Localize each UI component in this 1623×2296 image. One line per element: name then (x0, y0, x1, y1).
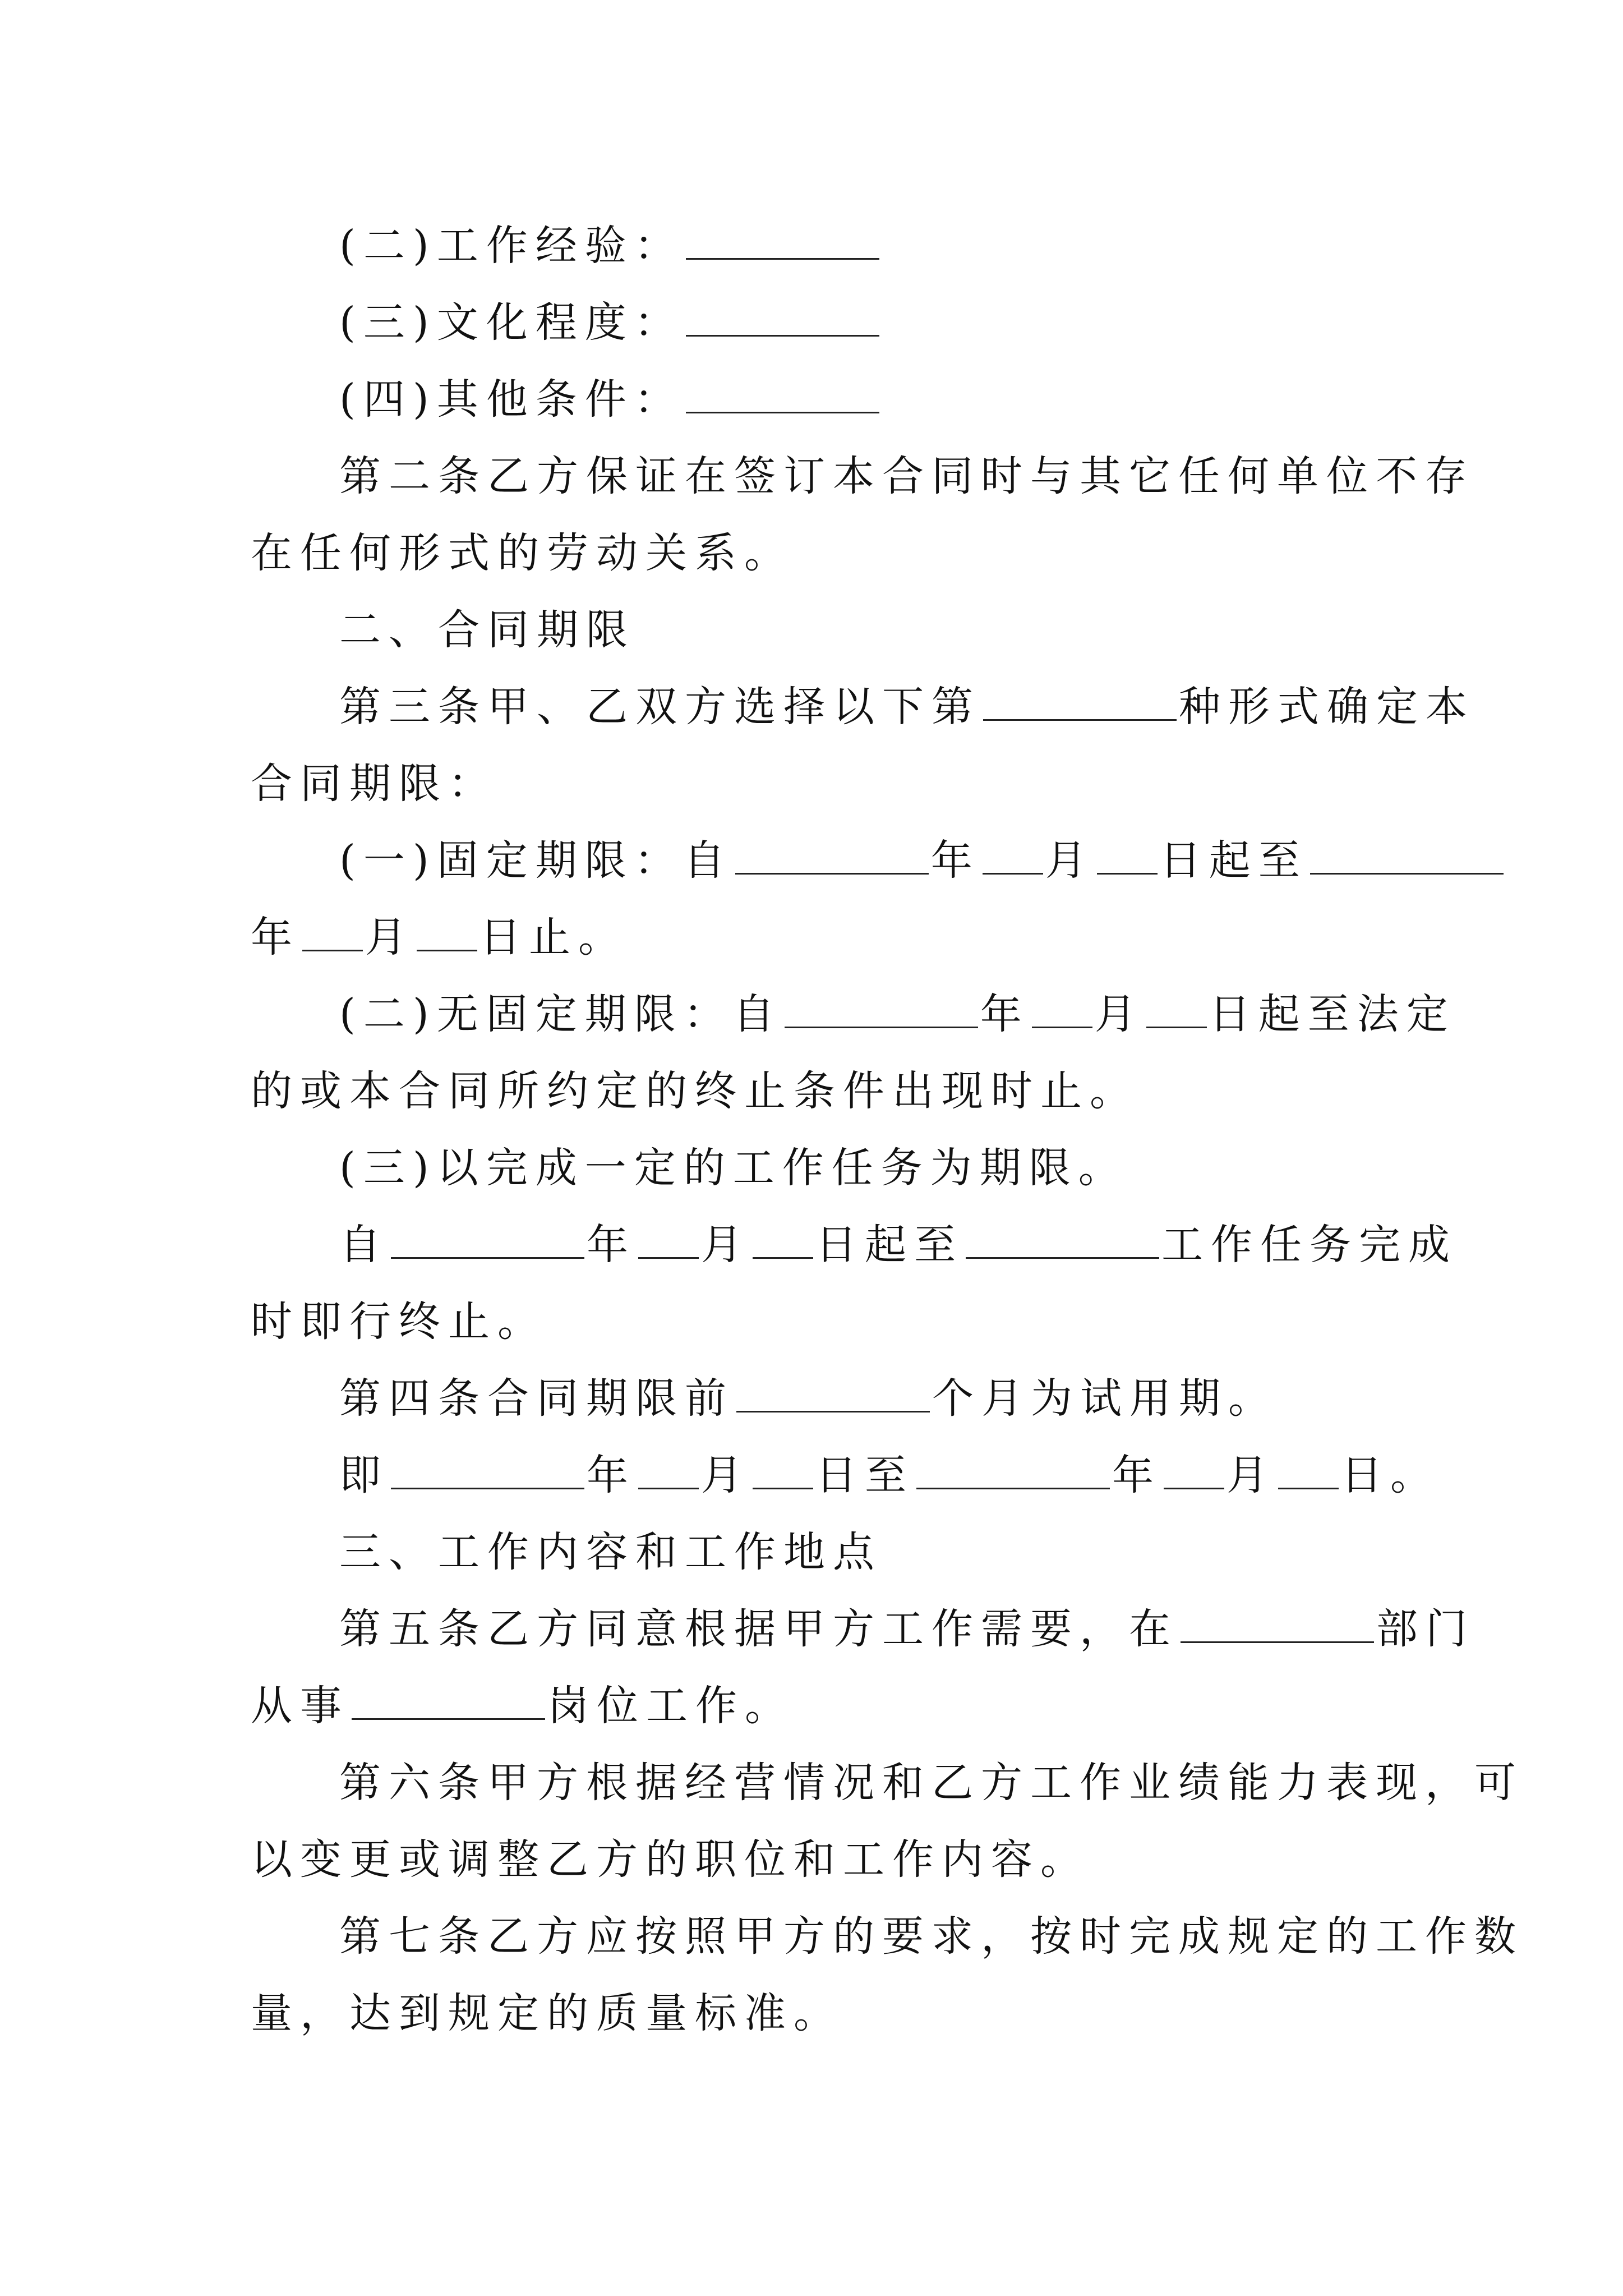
text: 日起至法定 (1209, 990, 1456, 1038)
text: 年 (1112, 1451, 1161, 1499)
fill-in-blank[interactable] (391, 1223, 584, 1259)
text: 第五条乙方同意根据甲方工作需要，在 (339, 1605, 1178, 1653)
fill-in-blank[interactable] (302, 916, 363, 951)
paragraph-line (0, 1359, 1278, 1438)
text: 工作任务完成 (1161, 1221, 1458, 1269)
text: 日止。 (479, 913, 628, 961)
text: (三)文化程度： (339, 298, 684, 347)
text: 以变更或调整乙方的职位和工作内容。 (251, 1835, 1090, 1884)
fill-in-blank[interactable] (417, 916, 477, 951)
text: 部门 (1376, 1605, 1475, 1653)
fill-in-blank[interactable] (1164, 1454, 1224, 1489)
text: 日。 (1341, 1451, 1440, 1499)
paragraph-line (0, 1820, 1090, 1899)
fill-in-blank[interactable] (686, 224, 879, 260)
text: 月 (701, 1451, 750, 1499)
paragraph-line (0, 975, 1456, 1053)
paragraph-line (0, 1667, 794, 1745)
section-heading (0, 1513, 882, 1591)
fill-in-blank[interactable] (983, 685, 1177, 721)
fill-in-blank[interactable] (1032, 993, 1092, 1028)
paragraph-line (0, 1590, 1475, 1668)
text: 年 (587, 1221, 636, 1269)
text: 三、工作内容和工作地点 (339, 1528, 882, 1576)
fill-in-blank[interactable] (753, 1454, 813, 1489)
fill-in-blank[interactable] (1310, 839, 1504, 875)
text: 第六条甲方根据经营情况和乙方工作业绩能力表现，可 (339, 1759, 1524, 1807)
text: 年 (587, 1451, 636, 1499)
fill-in-blank[interactable] (736, 1377, 930, 1412)
fill-in-blank[interactable] (735, 839, 929, 875)
paragraph-line (0, 821, 1506, 900)
paragraph-line (0, 360, 882, 439)
paragraph-line (0, 1897, 1524, 1976)
paragraph-line (0, 898, 628, 977)
text: 个月为试用期。 (932, 1374, 1278, 1423)
text: 日至 (815, 1451, 914, 1499)
paragraph-line (0, 744, 497, 823)
fill-in-blank[interactable] (352, 1685, 545, 1720)
paragraph-line (0, 1205, 1458, 1284)
text: 的或本合同所约定的终止条件出现时止。 (251, 1067, 1139, 1115)
text: (四)其他条件： (339, 375, 684, 424)
fill-in-blank[interactable] (686, 378, 879, 413)
fill-in-blank[interactable] (916, 1454, 1110, 1489)
text: 在任何形式的劳动关系。 (251, 529, 794, 577)
paragraph-line (0, 1436, 1440, 1515)
paragraph-line (0, 514, 794, 592)
text: 量，达到规定的质量标准。 (251, 1989, 843, 2037)
text: 种形式确定本 (1179, 683, 1475, 731)
section-heading (0, 591, 635, 669)
text: 自 (339, 1221, 389, 1269)
fill-in-blank[interactable] (638, 1454, 699, 1489)
paragraph-line (0, 437, 1474, 516)
paragraph-line (0, 283, 882, 362)
text: 第二条乙方保证在签订本合同时与其它任何单位不存 (339, 452, 1474, 500)
text: 从事 (251, 1682, 349, 1730)
text: (三)以完成一定的工作任务为期限。 (339, 1144, 1128, 1192)
fill-in-blank[interactable] (753, 1223, 813, 1259)
text: 年 (930, 836, 980, 885)
text: 合同期限： (251, 760, 497, 808)
text: 月 (1227, 1451, 1276, 1499)
text: 二、合同期限 (339, 606, 635, 654)
paragraph-line (0, 206, 882, 285)
fill-in-blank[interactable] (966, 1223, 1159, 1259)
fill-in-blank[interactable] (686, 301, 879, 337)
paragraph-line (0, 1974, 843, 2053)
paragraph-line (0, 1282, 547, 1361)
text: 月 (365, 913, 414, 961)
paragraph-line (0, 668, 1475, 746)
text: 年 (980, 990, 1030, 1038)
text: 第七条乙方应按照甲方的要求，按时完成规定的工作数 (339, 1912, 1524, 1961)
fill-in-blank[interactable] (391, 1454, 584, 1489)
text: 月 (1045, 836, 1095, 885)
paragraph-line (0, 1052, 1139, 1130)
fill-in-blank[interactable] (1181, 1608, 1374, 1643)
text: 月 (1094, 990, 1144, 1038)
text: 日起至 (1159, 836, 1308, 885)
fill-in-blank[interactable] (785, 993, 978, 1028)
text: 第四条合同期限前 (339, 1374, 734, 1423)
paragraph-line (0, 1129, 1128, 1207)
text: (二)工作经验： (339, 222, 684, 270)
text: 即 (339, 1451, 389, 1499)
text: 时即行终止。 (251, 1297, 547, 1346)
text: 年 (251, 913, 300, 961)
fill-in-blank[interactable] (1146, 993, 1207, 1028)
text: 岗位工作。 (547, 1682, 794, 1730)
text: 第三条甲、乙双方选择以下第 (339, 683, 981, 731)
text: (二)无固定期限：自 (339, 990, 782, 1038)
text: 月 (701, 1221, 750, 1269)
fill-in-blank[interactable] (983, 839, 1043, 875)
text: 日起至 (815, 1221, 963, 1269)
fill-in-blank[interactable] (1278, 1454, 1339, 1489)
text: (一)固定期限：自 (339, 836, 733, 885)
fill-in-blank[interactable] (638, 1223, 699, 1259)
paragraph-line (0, 1743, 1524, 1822)
fill-in-blank[interactable] (1097, 839, 1158, 875)
